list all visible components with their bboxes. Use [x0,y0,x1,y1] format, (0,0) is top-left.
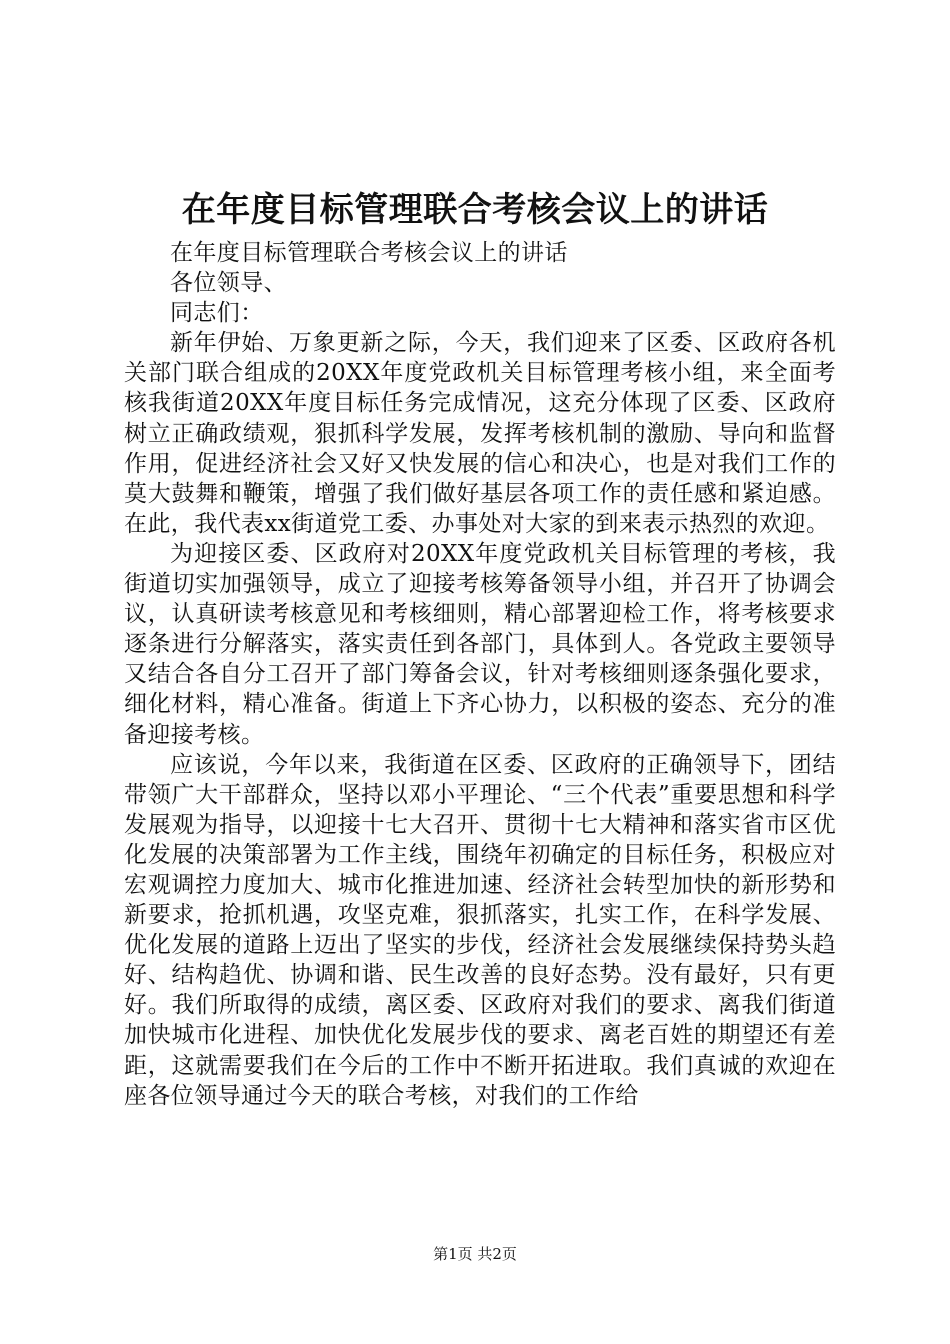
page-number-footer: 第1页 共2页 [433,1245,517,1263]
subtitle-paragraph: 在年度目标管理联合考核会议上的讲话 [170,240,568,266]
salutation-line: 同志们： [170,300,264,327]
body-paragraph: 新年伊始、万象更新之际，今天，我们迎来了区委、区政府各机关部门联合组成的20XX年度党政机关目标管理考核小组，来全面考核我街道20XX年度目标任务完成情况，这充分体现了区委、区政府树立正确政绩观，狠抓科学发展，发挥考核机制的激励、导向和监督作用，促进经济社会又好又快发展的信心和决心，也是对我们工作的莫大鼓舞和鞭策，增强了我们做好基层各项工作的责任感和紧迫感。在此，我代表xx街道党工委、办事处对大家的到来表示热烈的欢迎。 [124,330,836,537]
body-paragraph: 应该说，今年以来，我街道在区委、区政府的正确领导下，团结带领广大干部群众，坚持以邓小平理论、“三个代表”重要思想和科学发展观为指导，以迎接十七大召开、贯彻十七大精神和落实省市区优化发展的决策部署为工作主线，围绕年初确定的目标任务，积极应对宏观调控力度加大、城市化推进加速、经济社会转型加快的新形势和新要求，抢抓机遇，攻坚克难，狠抓落实，扎实工作，在科学发展、优化发展的道路上迈出了坚实的步伐，经济社会发展继续保持势头趋好、结构趋优、协调和谐、民生改善的良好态势。没有最好，只有更好。我们所取得的成绩，离区委、区政府对我们的要求、离我们街道加快城市化进程、加快优化发展步伐的要求、离老百姓的期望还有差距，这就需要我们在今后的工作中不断开拓进取。我们真诚的欢迎在座各位领导通过今天的联合考核，对我们的工作给 [124,751,836,1109]
document-title: 在年度目标管理联合考核会议上的讲话 [181,190,769,230]
document-body [124,238,836,1111]
body-paragraph: 为迎接区委、区政府对20XX年度党政机关目标管理的考核，我街道切实加强领导，成立了迎接考核筹备领导小组，并召开了协调会议，认真研读考核意见和考核细则，精心部署迎检工作，将考核要求逐条进行分解落实，落实责任到各部门，具体到人。各党政主要领导又结合各自分工召开了部门筹备会议，针对考核细则逐条强化要求，细化材料，精心准备。街道上下齐心协力，以积极的姿态、充分的准备迎接考核。 [124,540,836,748]
salutation-line: 各位领导、 [170,270,287,297]
